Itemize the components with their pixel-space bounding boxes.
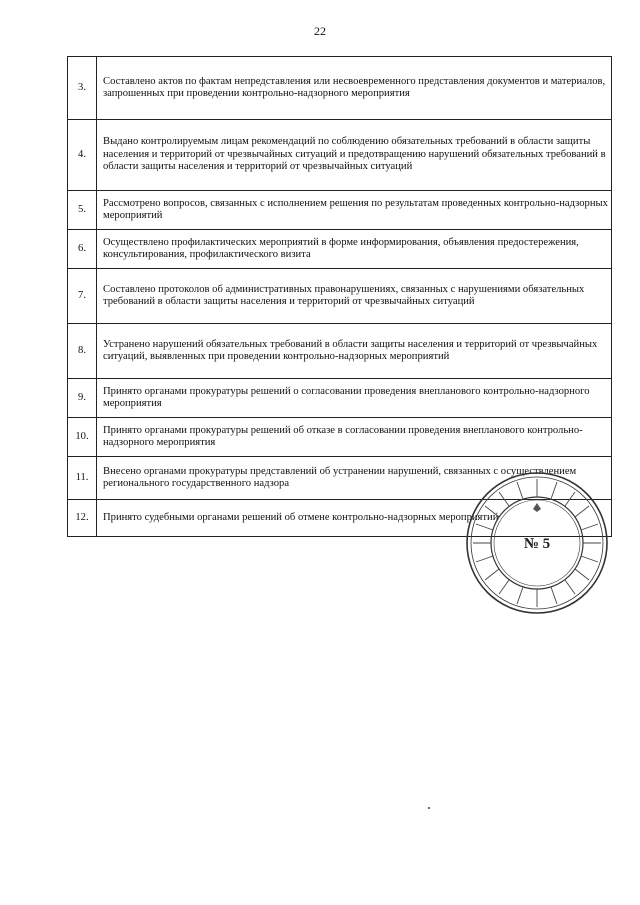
- row-number: 12.: [68, 500, 97, 537]
- row-text: Принято судебными органами решений об отмене контрольно-надзорных мероприятий: [97, 500, 612, 537]
- table-row: [68, 324, 612, 379]
- row-text: Осуществлено профилактических мероприятий в форме информирования, объявления предостережения, консультирования, профилактического визита: [97, 230, 612, 269]
- table-row: [68, 120, 612, 191]
- row-text: Принято органами прокуратуры решений о согласовании проведения внепланового контрольно-надзорного мероприятия: [97, 379, 612, 418]
- row-text: Выдано контролируемым лицам рекомендаций по соблюдению обязательных требований в области защиты населения и территорий от чрезвычайных ситуаций и предотвращению нарушений обязательных требований в области защиты населения и территорий от чрезвычайных ситуаций: [97, 120, 612, 191]
- row-number: 8.: [68, 324, 97, 379]
- table-row: [68, 191, 612, 230]
- table-row: [68, 269, 612, 324]
- row-number: 10.: [68, 418, 97, 457]
- indicators-table: [67, 56, 612, 537]
- official-stamp: [462, 468, 612, 618]
- row-number: 6.: [68, 230, 97, 269]
- stray-mark: [428, 807, 430, 809]
- row-text: Рассмотрено вопросов, связанных с исполнением решения по результатам проведенных контрольно-надзорных мероприятий: [97, 191, 612, 230]
- row-number: 4.: [68, 120, 97, 191]
- row-number: 7.: [68, 269, 97, 324]
- row-text: Внесено органами прокуратуры представлений об устранении нарушений, связанных с осуществлением регионального государственного надзора: [97, 457, 612, 500]
- row-number: 5.: [68, 191, 97, 230]
- row-text: Составлено протоколов об административных правонарушениях, связанных с нарушениями обязательных требований в области защиты населения и территорий от чрезвычайных ситуаций: [97, 269, 612, 324]
- row-number: 11.: [68, 457, 97, 500]
- table-row: [68, 379, 612, 418]
- table-row: [68, 418, 612, 457]
- page-number: 22: [314, 24, 326, 38]
- row-number: 3.: [68, 57, 97, 120]
- table-row: [68, 57, 612, 120]
- row-text: Составлено актов по фактам непредставления или несвоевременного представления документов и материалов, запрошенных при проведении контрольно-надзорного мероприятия: [97, 57, 612, 120]
- row-text: Принято органами прокуратуры решений об отказе в согласовании проведения внепланового контрольно-надзорного мероприятия: [97, 418, 612, 457]
- row-text: Устранено нарушений обязательных требований в области защиты населения и территорий от чрезвычайных ситуаций, выявленных при проведении контрольно-надзорных мероприятий: [97, 324, 612, 379]
- svg-text:№ 5: № 5: [523, 536, 551, 552]
- table-row: [68, 230, 612, 269]
- row-number: 9.: [68, 379, 97, 418]
